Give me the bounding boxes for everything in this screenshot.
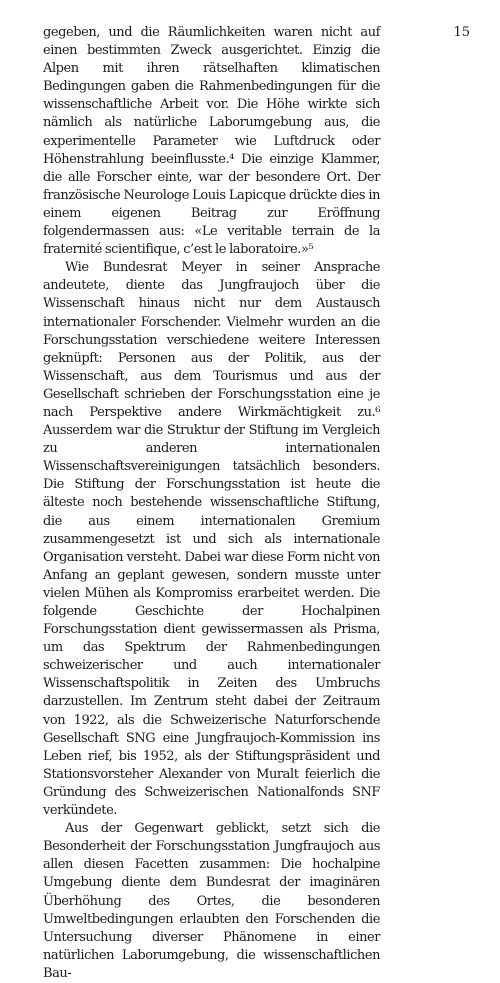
page-number: 15 xyxy=(453,25,470,40)
body-text xyxy=(43,24,380,983)
paragraph-3: Aus der Gegenwart geblickt, setzt sich die Besonderheit der Forschungsstation Jungfraujoch aus allen diesen Facetten zusammen: Die hochalpine Umgebung diente dem Bundesrat der imaginären Überhöhung des Ortes, die besonderen Umweltbedingungen erlaubten den Forschenden die Untersuchung diverser Phänomene in einer natürlichen Laborumgebung, die wissenschaftlichen Bau- xyxy=(43,821,380,981)
paragraph-2: Wie Bundesrat Meyer in seiner Ansprache andeutete, diente das Jungfraujoch über die Wissenschaft hinaus nicht nur dem Austausch internationaler Forschender. Vielmehr wurden an die Forschungsstation verschiedene weitere Interessen geknüpft: Personen aus der Politik, aus der Wissenschaft, aus dem Tourismus und aus der Gesellschaft schrieben der Forschungsstation eine je nach Perspektive andere Wirkmächtigkeit zu.⁶ Ausserdem war die Struktur der Stiftung im Vergleich zu anderen internationalen Wissenschaftsvereinigungen tatsächlich besonders. Die Stiftung der Forschungsstation ist heute die älteste noch bestehende wissenschaftliche Stiftung, die aus einem internationalen Gremium zusammengesetzt ist und sich als internationale Organisation versteht. Dabei war diese Form nicht von Anfang an geplant gewesen, sondern musste unter vielen Mühen als Kompromiss erarbeitet werden. Die folgende Geschichte der Hochalpinen Forschungsstation dient gewissermassen als Prisma, um das Spektrum der Rahmenbedingungen schweizerischer und auch internationaler Wissenschaftspolitik in Zeiten des Umbruchs darzustellen. Im Zentrum steht dabei der Zeitraum von 1922, als die Schweizerische Naturforschende Gesellschaft SNG eine Jungfraujoch-Kommission ins Leben rief, bis 1952, als der Stiftungspräsident und Stationsvorsteher Alexander von Muralt feierlich die Gründung des Schweizerischen Nationalfonds SNF verkündete. xyxy=(43,260,380,819)
paragraph-1: gegeben, und die Räumlichkeiten waren nicht auf einen bestimmten Zweck ausgerichtet. Einzig die Alpen mit ihren rätselhaften klimatischen Bedingungen gaben die Rahmenbedingungen für die wissenschaftliche Arbeit vor. Die Höhe wirkte sich nämlich als natürliche Laborumgebung aus, die experimentelle Parameter wie Luftdruck oder Höhenstrahlung beeinflusste.⁴ Die einzige Klammer, die alle Forscher einte, war der besondere Ort. Der französische Neurologe Louis Lapicque drückte dies in einem eigenen Beitrag zur Eröffnung folgendermassen aus: «Le veritable terrain de la fraternité scientifique, c’est le laboratoire.»⁵ xyxy=(43,25,380,258)
